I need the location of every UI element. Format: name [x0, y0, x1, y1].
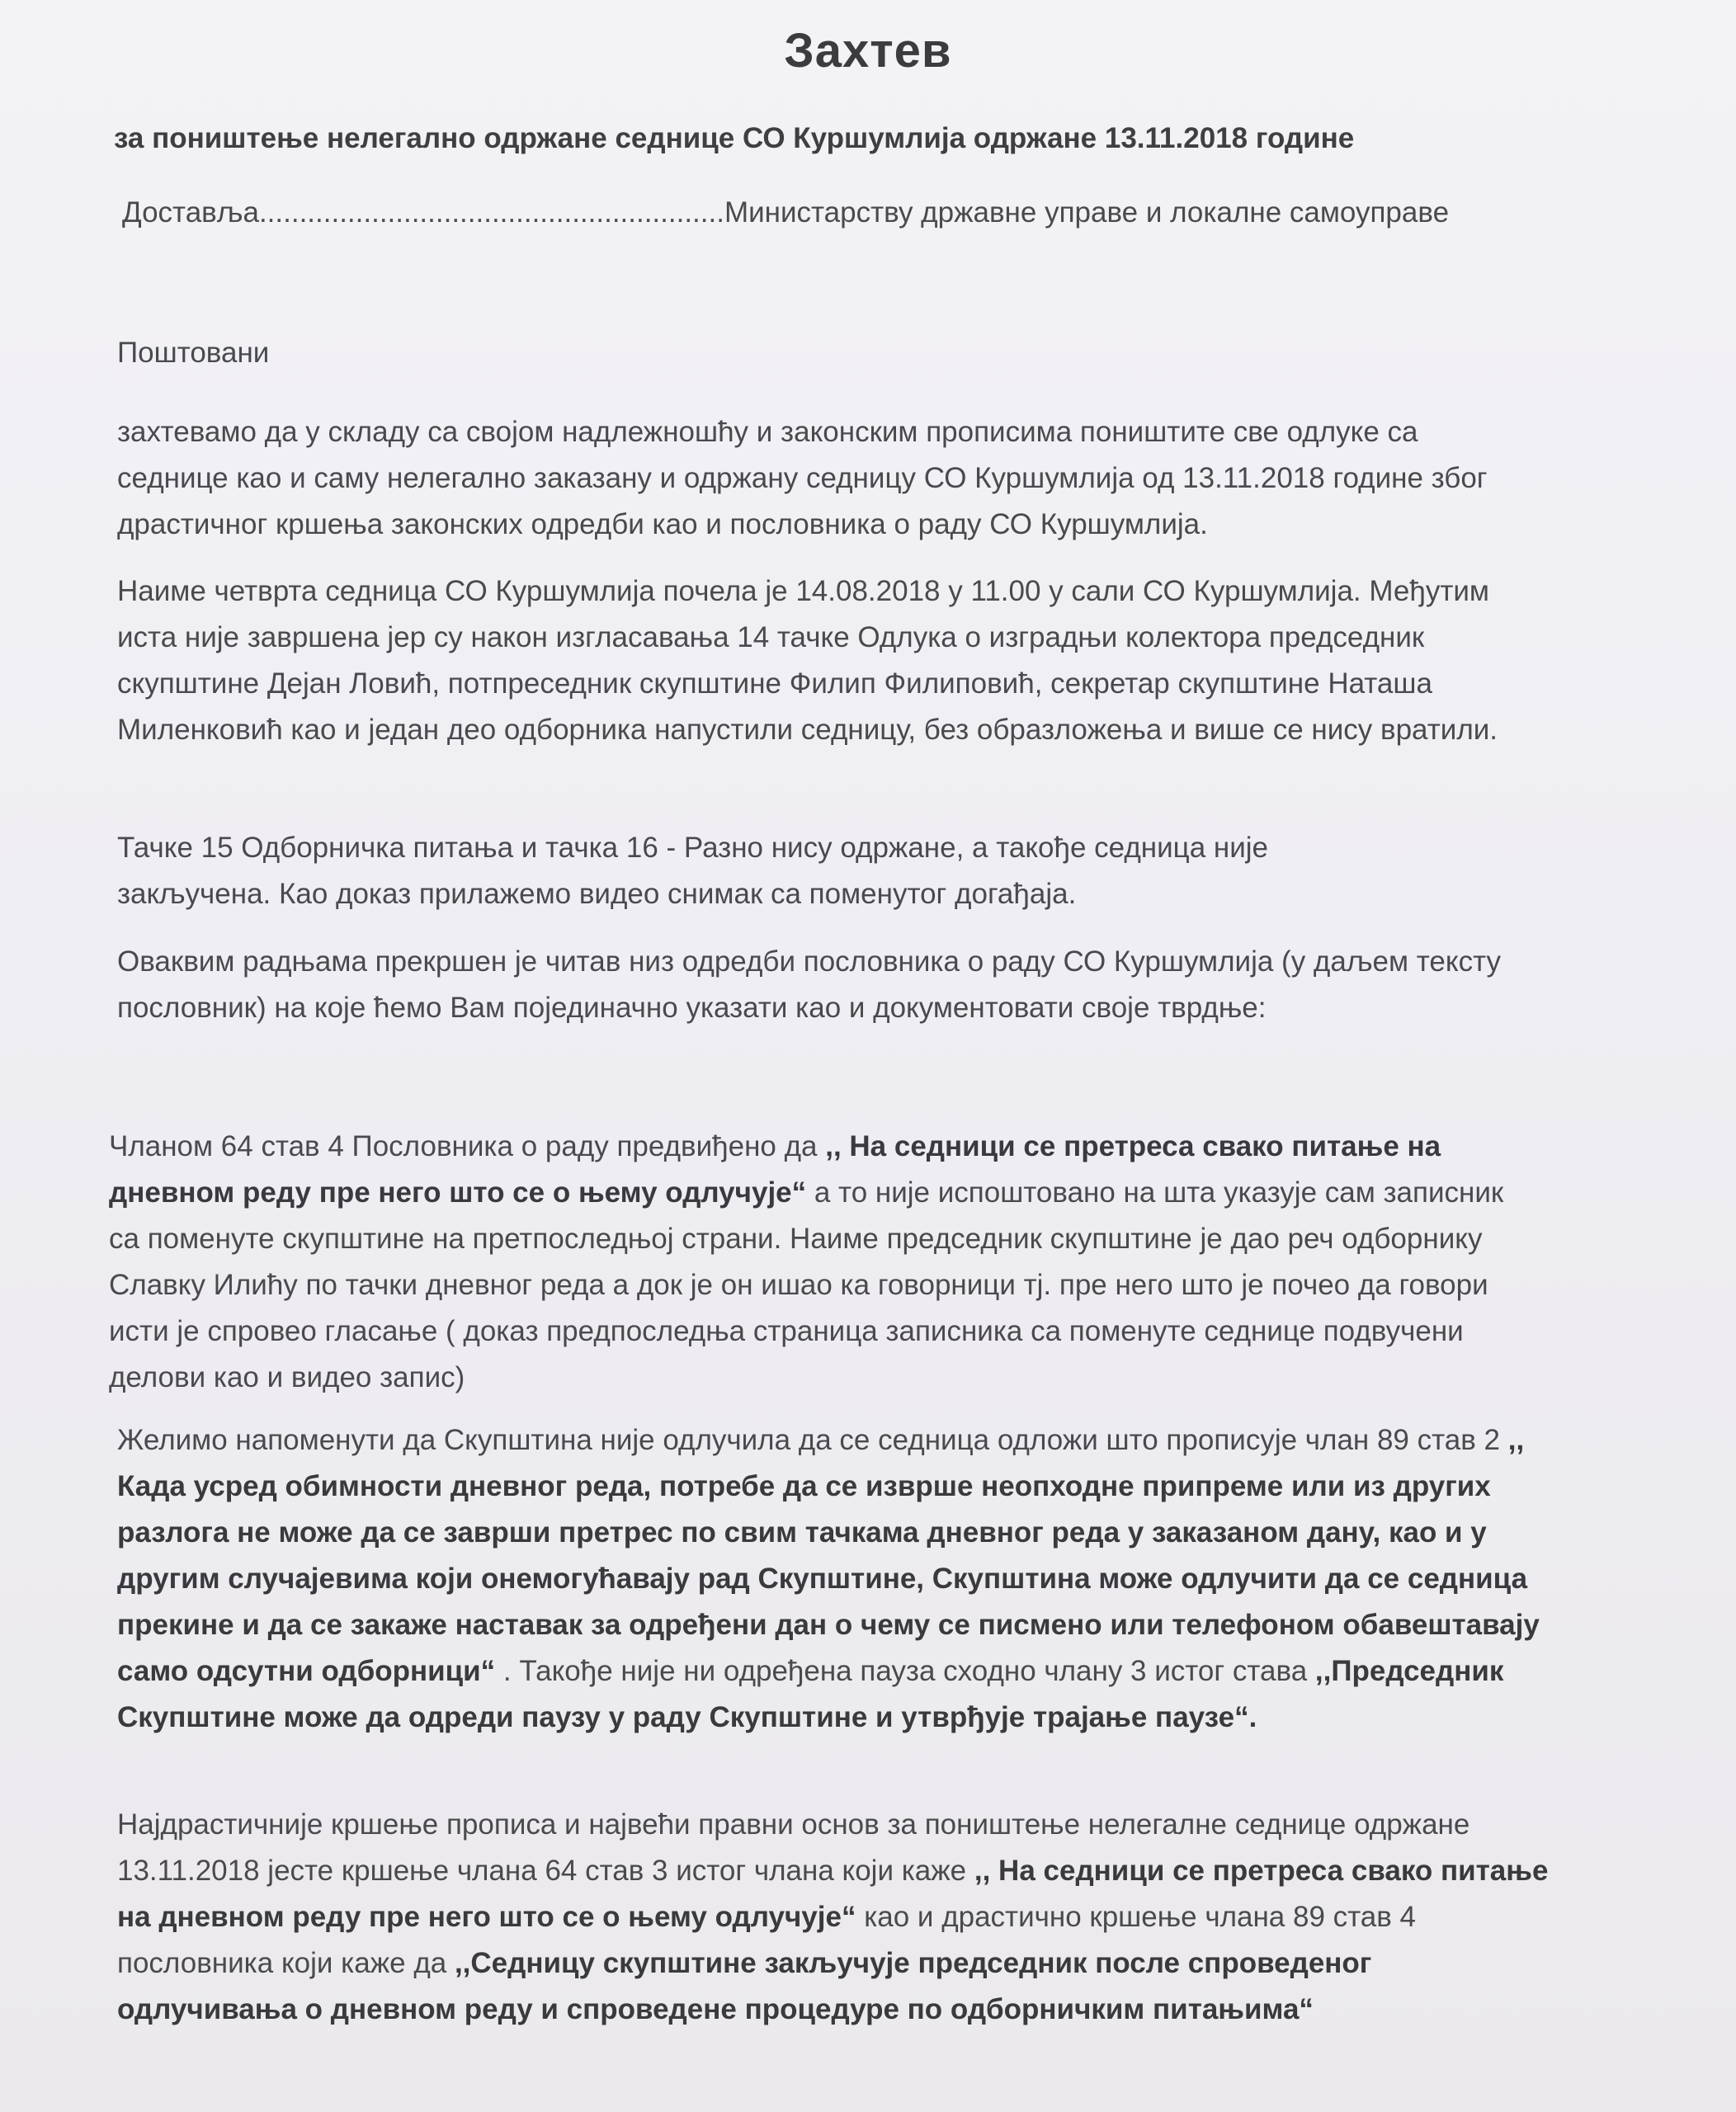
p7-quote: ,, На седници се претреса свако питање на дневном реду пре него што се о њему одлучује“: [117, 1855, 1549, 1933]
p5-intro: Чланом 64 став 4 Пословника о раду предвиђено да: [109, 1130, 826, 1162]
p6-quote-2: ,,Председник Скупштине може да одреди паузу у раду Скупштине и утврђује трајање паузе“.: [117, 1655, 1504, 1733]
paragraph-1: захтевамо да у складу са својом надлежношћу и законским прописима поништите све одлуке са седнице као и саму нелегално заказану и одржану седницу СО Куршумлија од 13.11.2018 године због драстичног кршења законских одредби као и пословника о раду СО Куршумлија.: [117, 416, 1488, 540]
paragraph-2: Наиме четврта седница СО Куршумлија почела је 14.08.2018 у 11.00 у сали СО Куршумлија. Међутим иста није завршена јер су након изгласавања 14 тачке Одлука о изградњи колектора председник скупштине Дејан Ловић, потпреседник скупштине Филип Филиповић, секретар скупштине Наташа Миленковић као и један део одборника напустили седницу, без образложења и више се нису вратили.: [117, 575, 1498, 746]
paragraph-6: [117, 1417, 1553, 1741]
paragraph-4: Оваквим радњама прекршен је читав низ одредби пословника о раду СО Куршумлија (у даљем тексту пословник) на које ћемо Вам појединачно указати као и документовати своје тврдње:: [117, 945, 1502, 1024]
document-subtitle: за поништење нелегално одржане седнице СО Куршумлија одржане 13.11.2018 године: [114, 122, 1355, 154]
p6-mid: . Такође није ни одређена пауза сходно члану 3 истог става: [495, 1655, 1315, 1687]
p7-quote-2: ,,Седницу скупштине закључује председник после спроведеног одлучивања о дневном реду и спроведене процедуре по одборничким питањима“: [117, 1947, 1372, 2025]
delivery-recipient: Министарству државне управе и локалне самоуправе: [724, 196, 1450, 229]
document-title: Захтев: [784, 24, 952, 78]
delivery-line: [122, 198, 1449, 227]
paragraph-3: Тачке 15 Одборничка питања и тачка 16 - Разно нису одржане, а такође седница није закључена. Као доказ прилажемо видео снимак са поменутог догађаја.: [117, 832, 1269, 910]
greeting: Поштовани: [117, 337, 270, 369]
delivery-label: Достављa: [122, 196, 259, 229]
p6-intro: Желимо напоменути да Скупштина није одлучила да се седница одложи што прописује члан 89 став 2: [117, 1424, 1508, 1456]
p7-mid: као и драстично кршење члана 89 став 4 пословника који каже да: [117, 1901, 1417, 1979]
p5-rest: а то није испоштовано на шта указује сам записник са поменуте скупштине на претпоследњој страни. Наиме председник скупштине је дао реч одборнику Славку Илићу по тачки дневног реда а док је он ишао ка говорници тј. пре него што је почео да говори исти је спровео гласање ( доказ предпоследња страница записника са поменуте седнице подвучени делови као и видео запис): [109, 1176, 1504, 1393]
paragraph-7: [117, 1802, 1553, 2033]
paragraph-5: [109, 1124, 1528, 1401]
p5-quote: ,, На седници се претреса свако питање на дневном реду пре него што се о њему одлучује“: [109, 1130, 1441, 1209]
p6-quote: ,, Када усред обимности дневног реда, потребе да се изврше неопходне припреме или из других разлога не може да се заврши претрес по свим тачкама дневног реда у заказаном дану, као и у другим случајевима који онемогућавају рад Скупштине, Скупштина може одлучити да се седница прекине и да се закаже наставак за одређени дан о чему се писмено или телефоном обавештавају само одсутни одборници“: [117, 1424, 1540, 1687]
delivery-dots: ..........................................................: [258, 196, 724, 229]
p7-intro: Најдрастичније кршење прописа и највећи правни основ за поништење нелегалне седнице одржане 13.11.2018 јесте кршење члана 64 став 3 истог члана који каже: [117, 1808, 1470, 1887]
